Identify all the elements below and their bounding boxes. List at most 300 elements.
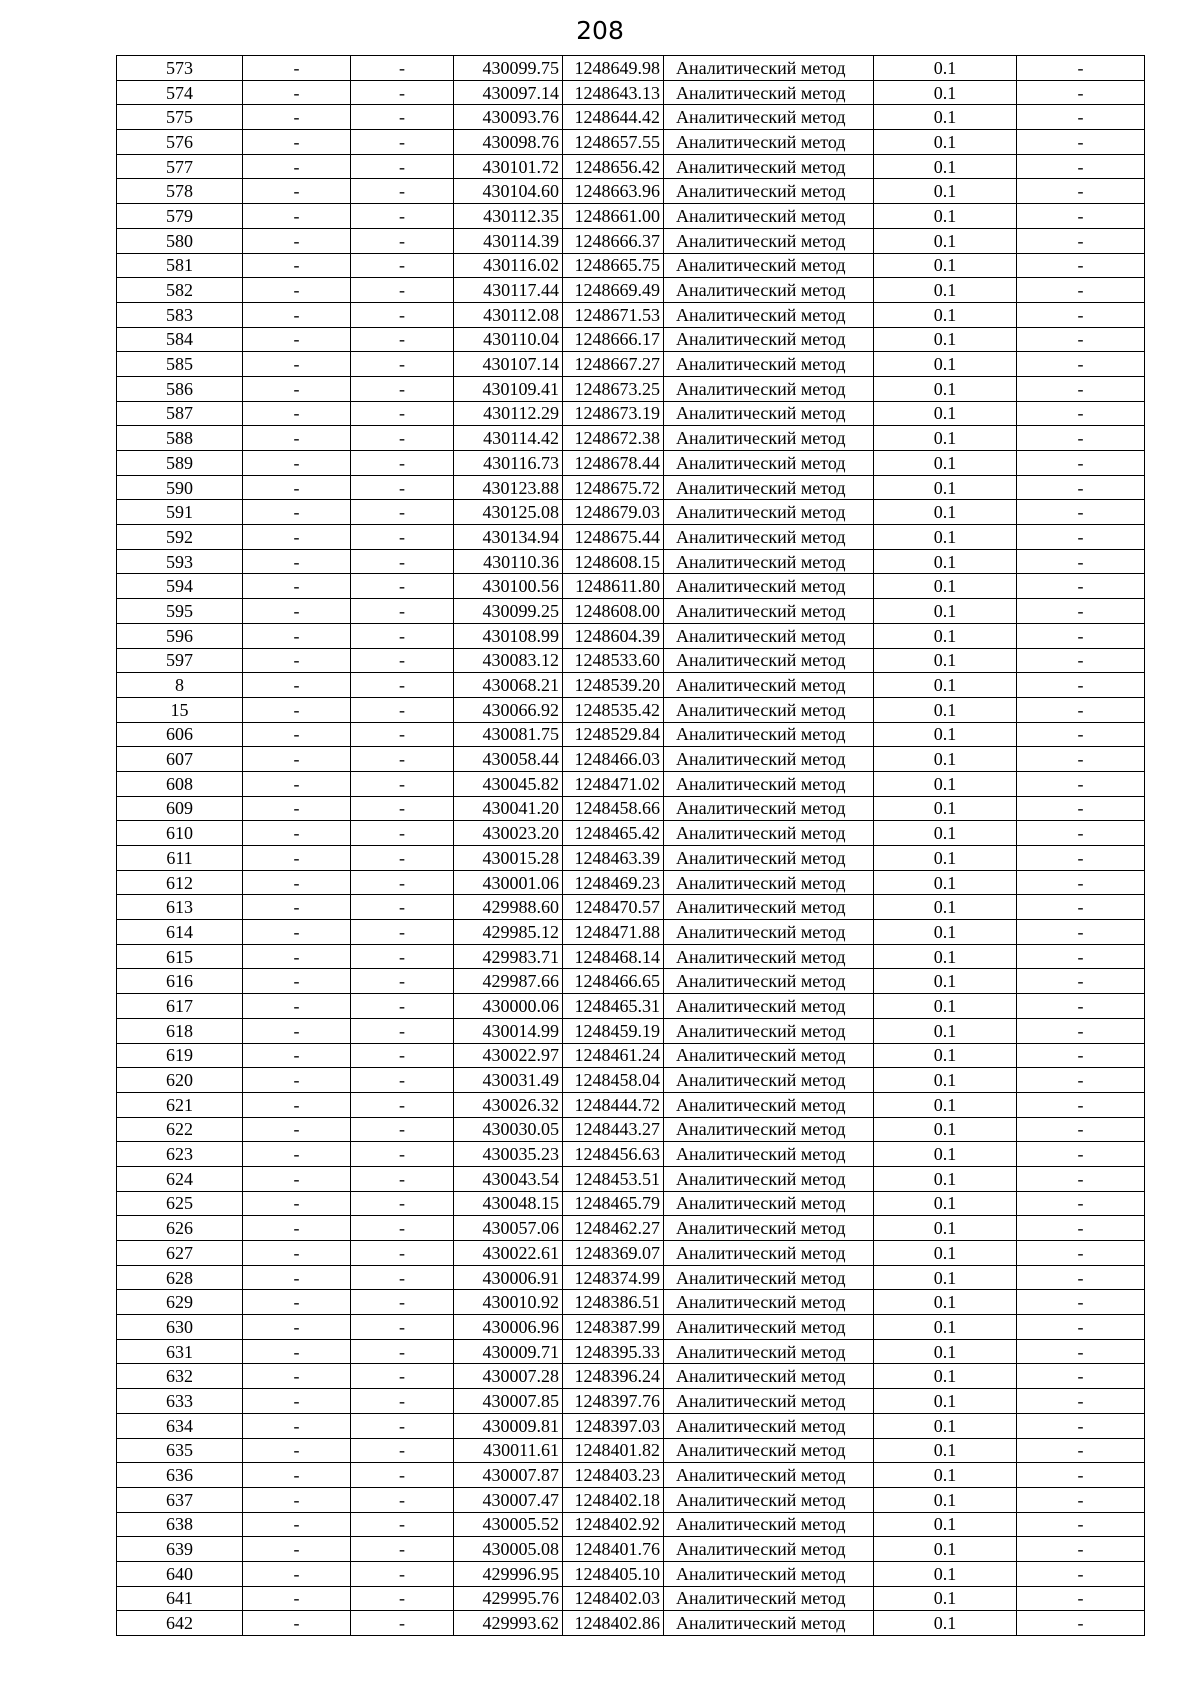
dash-cell: - — [243, 1068, 351, 1093]
dash-cell: - — [351, 1265, 454, 1290]
dash-cell: - — [243, 771, 351, 796]
dash-cell: - — [243, 574, 351, 599]
accuracy-cell: 0.1 — [874, 1043, 1017, 1068]
dash-cell: - — [243, 228, 351, 253]
method-cell: Аналитический метод — [664, 1092, 874, 1117]
y-coordinate-cell: 1248656.42 — [563, 154, 664, 179]
point-number-cell: 619 — [117, 1043, 243, 1068]
dash-cell: - — [351, 1586, 454, 1611]
point-number-cell: 608 — [117, 771, 243, 796]
point-number-cell: 597 — [117, 648, 243, 673]
dash-cell: - — [1017, 994, 1145, 1019]
table-row — [117, 599, 1145, 624]
y-coordinate-cell: 1248396.24 — [563, 1364, 664, 1389]
table-row — [117, 302, 1145, 327]
table-row — [117, 1339, 1145, 1364]
table-row — [117, 179, 1145, 204]
x-coordinate-cell: 430116.02 — [454, 253, 563, 278]
accuracy-cell: 0.1 — [874, 1117, 1017, 1142]
y-coordinate-cell: 1248604.39 — [563, 623, 664, 648]
method-cell: Аналитический метод — [664, 1389, 874, 1414]
dash-cell: - — [351, 1364, 454, 1389]
y-coordinate-cell: 1248402.18 — [563, 1487, 664, 1512]
y-coordinate-cell: 1248465.31 — [563, 994, 664, 1019]
dash-cell: - — [351, 846, 454, 871]
x-coordinate-cell: 430007.87 — [454, 1463, 563, 1488]
table-row — [117, 994, 1145, 1019]
dash-cell: - — [1017, 1537, 1145, 1562]
y-coordinate-cell: 1248643.13 — [563, 80, 664, 105]
dash-cell: - — [1017, 105, 1145, 130]
accuracy-cell: 0.1 — [874, 253, 1017, 278]
dash-cell: - — [351, 525, 454, 550]
y-coordinate-cell: 1248666.37 — [563, 228, 664, 253]
method-cell: Аналитический метод — [664, 1611, 874, 1636]
accuracy-cell: 0.1 — [874, 1438, 1017, 1463]
dash-cell: - — [243, 401, 351, 426]
x-coordinate-cell: 430099.75 — [454, 56, 563, 81]
x-coordinate-cell: 430125.08 — [454, 500, 563, 525]
dash-cell: - — [351, 771, 454, 796]
accuracy-cell: 0.1 — [874, 1537, 1017, 1562]
accuracy-cell: 0.1 — [874, 1512, 1017, 1537]
dash-cell: - — [1017, 56, 1145, 81]
method-cell: Аналитический метод — [664, 56, 874, 81]
method-cell: Аналитический метод — [664, 179, 874, 204]
point-number-cell: 636 — [117, 1463, 243, 1488]
dash-cell: - — [351, 1043, 454, 1068]
table-row — [117, 1092, 1145, 1117]
x-coordinate-cell: 430000.06 — [454, 994, 563, 1019]
accuracy-cell: 0.1 — [874, 1487, 1017, 1512]
dash-cell: - — [1017, 1364, 1145, 1389]
point-number-cell: 639 — [117, 1537, 243, 1562]
y-coordinate-cell: 1248666.17 — [563, 327, 664, 352]
x-coordinate-cell: 430005.52 — [454, 1512, 563, 1537]
accuracy-cell: 0.1 — [874, 846, 1017, 871]
table-row — [117, 451, 1145, 476]
dash-cell: - — [1017, 846, 1145, 871]
point-number-cell: 593 — [117, 549, 243, 574]
table-row — [117, 228, 1145, 253]
x-coordinate-cell: 430006.91 — [454, 1265, 563, 1290]
dash-cell: - — [351, 451, 454, 476]
dash-cell: - — [1017, 475, 1145, 500]
y-coordinate-cell: 1248459.19 — [563, 1018, 664, 1043]
y-coordinate-cell: 1248649.98 — [563, 56, 664, 81]
dash-cell: - — [1017, 574, 1145, 599]
table-row — [117, 722, 1145, 747]
y-coordinate-cell: 1248468.14 — [563, 944, 664, 969]
dash-cell: - — [1017, 154, 1145, 179]
dash-cell: - — [351, 327, 454, 352]
table-row — [117, 1068, 1145, 1093]
method-cell: Аналитический метод — [664, 1463, 874, 1488]
y-coordinate-cell: 1248675.72 — [563, 475, 664, 500]
x-coordinate-cell: 429988.60 — [454, 895, 563, 920]
dash-cell: - — [351, 426, 454, 451]
x-coordinate-cell: 430114.39 — [454, 228, 563, 253]
table-row — [117, 747, 1145, 772]
point-number-cell: 630 — [117, 1315, 243, 1340]
dash-cell: - — [351, 574, 454, 599]
y-coordinate-cell: 1248671.53 — [563, 302, 664, 327]
method-cell: Аналитический метод — [664, 994, 874, 1019]
table-row — [117, 1018, 1145, 1043]
x-coordinate-cell: 429985.12 — [454, 920, 563, 945]
dash-cell: - — [351, 1117, 454, 1142]
dash-cell: - — [1017, 1265, 1145, 1290]
point-number-cell: 606 — [117, 722, 243, 747]
dash-cell: - — [243, 278, 351, 303]
accuracy-cell: 0.1 — [874, 1586, 1017, 1611]
table-row — [117, 130, 1145, 155]
dash-cell: - — [1017, 1611, 1145, 1636]
dash-cell: - — [243, 1315, 351, 1340]
y-coordinate-cell: 1248458.66 — [563, 796, 664, 821]
dash-cell: - — [243, 1092, 351, 1117]
accuracy-cell: 0.1 — [874, 1092, 1017, 1117]
accuracy-cell: 0.1 — [874, 204, 1017, 229]
dash-cell: - — [243, 1512, 351, 1537]
method-cell: Аналитический метод — [664, 1241, 874, 1266]
dash-cell: - — [243, 599, 351, 624]
dash-cell: - — [1017, 599, 1145, 624]
dash-cell: - — [1017, 1487, 1145, 1512]
dash-cell: - — [1017, 80, 1145, 105]
point-number-cell: 616 — [117, 969, 243, 994]
accuracy-cell: 0.1 — [874, 475, 1017, 500]
method-cell: Аналитический метод — [664, 1561, 874, 1586]
dash-cell: - — [243, 1265, 351, 1290]
y-coordinate-cell: 1248374.99 — [563, 1265, 664, 1290]
point-number-cell: 623 — [117, 1142, 243, 1167]
dash-cell: - — [351, 648, 454, 673]
table-row — [117, 944, 1145, 969]
y-coordinate-cell: 1248608.00 — [563, 599, 664, 624]
dash-cell: - — [1017, 1043, 1145, 1068]
table-row — [117, 1142, 1145, 1167]
point-number-cell: 631 — [117, 1339, 243, 1364]
y-coordinate-cell: 1248403.23 — [563, 1463, 664, 1488]
table-row — [117, 574, 1145, 599]
method-cell: Аналитический метод — [664, 1537, 874, 1562]
point-number-cell: 637 — [117, 1487, 243, 1512]
dash-cell: - — [243, 623, 351, 648]
point-number-cell: 607 — [117, 747, 243, 772]
accuracy-cell: 0.1 — [874, 228, 1017, 253]
dash-cell: - — [243, 1117, 351, 1142]
dash-cell: - — [243, 1487, 351, 1512]
x-coordinate-cell: 430026.32 — [454, 1092, 563, 1117]
accuracy-cell: 0.1 — [874, 722, 1017, 747]
accuracy-cell: 0.1 — [874, 352, 1017, 377]
dash-cell: - — [351, 352, 454, 377]
dash-cell: - — [243, 451, 351, 476]
point-number-cell: 632 — [117, 1364, 243, 1389]
dash-cell: - — [1017, 1512, 1145, 1537]
y-coordinate-cell: 1248458.04 — [563, 1068, 664, 1093]
y-coordinate-cell: 1248465.42 — [563, 821, 664, 846]
dash-cell: - — [243, 1290, 351, 1315]
x-coordinate-cell: 430083.12 — [454, 648, 563, 673]
table-row — [117, 1290, 1145, 1315]
dash-cell: - — [351, 130, 454, 155]
method-cell: Аналитический метод — [664, 228, 874, 253]
method-cell: Аналитический метод — [664, 105, 874, 130]
x-coordinate-cell: 430007.28 — [454, 1364, 563, 1389]
dash-cell: - — [351, 722, 454, 747]
method-cell: Аналитический метод — [664, 525, 874, 550]
dash-cell: - — [243, 1166, 351, 1191]
dash-cell: - — [243, 1018, 351, 1043]
page-number: 208 — [576, 16, 624, 45]
method-cell: Аналитический метод — [664, 327, 874, 352]
dash-cell: - — [243, 1216, 351, 1241]
dash-cell: - — [1017, 1315, 1145, 1340]
accuracy-cell: 0.1 — [874, 1364, 1017, 1389]
accuracy-cell: 0.1 — [874, 426, 1017, 451]
accuracy-cell: 0.1 — [874, 920, 1017, 945]
dash-cell: - — [243, 1339, 351, 1364]
x-coordinate-cell: 430099.25 — [454, 599, 563, 624]
point-number-cell: 617 — [117, 994, 243, 1019]
point-number-cell: 609 — [117, 796, 243, 821]
point-number-cell: 587 — [117, 401, 243, 426]
table-row — [117, 796, 1145, 821]
dash-cell: - — [351, 1290, 454, 1315]
table-row — [117, 870, 1145, 895]
x-coordinate-cell: 430116.73 — [454, 451, 563, 476]
dash-cell: - — [243, 969, 351, 994]
table-row — [117, 821, 1145, 846]
dash-cell: - — [351, 796, 454, 821]
dash-cell: - — [243, 1142, 351, 1167]
dash-cell: - — [243, 154, 351, 179]
point-number-cell: 614 — [117, 920, 243, 945]
y-coordinate-cell: 1248533.60 — [563, 648, 664, 673]
point-number-cell: 641 — [117, 1586, 243, 1611]
point-number-cell: 625 — [117, 1191, 243, 1216]
x-coordinate-cell: 429996.95 — [454, 1561, 563, 1586]
x-coordinate-cell: 430057.06 — [454, 1216, 563, 1241]
y-coordinate-cell: 1248443.27 — [563, 1117, 664, 1142]
accuracy-cell: 0.1 — [874, 1290, 1017, 1315]
table-row — [117, 56, 1145, 81]
dash-cell: - — [1017, 525, 1145, 550]
method-cell: Аналитический метод — [664, 1166, 874, 1191]
method-cell: Аналитический метод — [664, 1265, 874, 1290]
y-coordinate-cell: 1248529.84 — [563, 722, 664, 747]
accuracy-cell: 0.1 — [874, 771, 1017, 796]
x-coordinate-cell: 430097.14 — [454, 80, 563, 105]
y-coordinate-cell: 1248663.96 — [563, 179, 664, 204]
point-number-cell: 586 — [117, 376, 243, 401]
table-row — [117, 1438, 1145, 1463]
point-number-cell: 628 — [117, 1265, 243, 1290]
dash-cell: - — [1017, 944, 1145, 969]
dash-cell: - — [1017, 1018, 1145, 1043]
table-row — [117, 846, 1145, 871]
y-coordinate-cell: 1248401.82 — [563, 1438, 664, 1463]
dash-cell: - — [351, 673, 454, 698]
table-row — [117, 1191, 1145, 1216]
method-cell: Аналитический метод — [664, 1117, 874, 1142]
y-coordinate-cell: 1248675.44 — [563, 525, 664, 550]
table-row — [117, 1117, 1145, 1142]
accuracy-cell: 0.1 — [874, 1166, 1017, 1191]
dash-cell: - — [1017, 747, 1145, 772]
point-number-cell: 584 — [117, 327, 243, 352]
dash-cell: - — [351, 80, 454, 105]
accuracy-cell: 0.1 — [874, 1413, 1017, 1438]
dash-cell: - — [351, 1438, 454, 1463]
x-coordinate-cell: 430114.42 — [454, 426, 563, 451]
dash-cell: - — [1017, 895, 1145, 920]
accuracy-cell: 0.1 — [874, 80, 1017, 105]
method-cell: Аналитический метод — [664, 771, 874, 796]
dash-cell: - — [1017, 352, 1145, 377]
dash-cell: - — [351, 1241, 454, 1266]
table-row — [117, 1561, 1145, 1586]
dash-cell: - — [1017, 796, 1145, 821]
accuracy-cell: 0.1 — [874, 697, 1017, 722]
accuracy-cell: 0.1 — [874, 451, 1017, 476]
x-coordinate-cell: 430035.23 — [454, 1142, 563, 1167]
dash-cell: - — [243, 1561, 351, 1586]
x-coordinate-cell: 430117.44 — [454, 278, 563, 303]
point-number-cell: 629 — [117, 1290, 243, 1315]
dash-cell: - — [1017, 500, 1145, 525]
method-cell: Аналитический метод — [664, 870, 874, 895]
accuracy-cell: 0.1 — [874, 870, 1017, 895]
point-number-cell: 624 — [117, 1166, 243, 1191]
dash-cell: - — [351, 895, 454, 920]
y-coordinate-cell: 1248465.79 — [563, 1191, 664, 1216]
table-row — [117, 105, 1145, 130]
accuracy-cell: 0.1 — [874, 278, 1017, 303]
y-coordinate-cell: 1248471.02 — [563, 771, 664, 796]
dash-cell: - — [1017, 920, 1145, 945]
x-coordinate-cell: 430006.96 — [454, 1315, 563, 1340]
dash-cell: - — [351, 1315, 454, 1340]
dash-cell: - — [1017, 1142, 1145, 1167]
point-number-cell: 612 — [117, 870, 243, 895]
x-coordinate-cell: 429987.66 — [454, 969, 563, 994]
table-row — [117, 80, 1145, 105]
table-row — [117, 969, 1145, 994]
dash-cell: - — [243, 352, 351, 377]
accuracy-cell: 0.1 — [874, 574, 1017, 599]
y-coordinate-cell: 1248397.76 — [563, 1389, 664, 1414]
point-number-cell: 638 — [117, 1512, 243, 1537]
method-cell: Аналитический метод — [664, 599, 874, 624]
dash-cell: - — [243, 1537, 351, 1562]
method-cell: Аналитический метод — [664, 253, 874, 278]
table-row — [117, 253, 1145, 278]
method-cell: Аналитический метод — [664, 623, 874, 648]
y-coordinate-cell: 1248471.88 — [563, 920, 664, 945]
method-cell: Аналитический метод — [664, 278, 874, 303]
dash-cell: - — [351, 1216, 454, 1241]
accuracy-cell: 0.1 — [874, 994, 1017, 1019]
method-cell: Аналитический метод — [664, 821, 874, 846]
dash-cell: - — [351, 697, 454, 722]
dash-cell: - — [243, 376, 351, 401]
method-cell: Аналитический метод — [664, 574, 874, 599]
x-coordinate-cell: 430066.92 — [454, 697, 563, 722]
point-number-cell: 581 — [117, 253, 243, 278]
dash-cell: - — [243, 1438, 351, 1463]
dash-cell: - — [243, 796, 351, 821]
dash-cell: - — [1017, 1241, 1145, 1266]
dash-cell: - — [351, 204, 454, 229]
dash-cell: - — [351, 1611, 454, 1636]
x-coordinate-cell: 430009.71 — [454, 1339, 563, 1364]
point-number-cell: 576 — [117, 130, 243, 155]
dash-cell: - — [351, 154, 454, 179]
dash-cell: - — [1017, 1339, 1145, 1364]
dash-cell: - — [351, 1068, 454, 1093]
y-coordinate-cell: 1248469.23 — [563, 870, 664, 895]
table-row — [117, 1487, 1145, 1512]
point-number-cell: 621 — [117, 1092, 243, 1117]
table-row — [117, 1364, 1145, 1389]
point-number-cell: 626 — [117, 1216, 243, 1241]
accuracy-cell: 0.1 — [874, 1216, 1017, 1241]
point-number-cell: 590 — [117, 475, 243, 500]
x-coordinate-cell: 430112.29 — [454, 401, 563, 426]
x-coordinate-cell: 430098.76 — [454, 130, 563, 155]
dash-cell: - — [351, 549, 454, 574]
y-coordinate-cell: 1248402.86 — [563, 1611, 664, 1636]
table-row — [117, 623, 1145, 648]
y-coordinate-cell: 1248402.03 — [563, 1586, 664, 1611]
x-coordinate-cell: 430068.21 — [454, 673, 563, 698]
dash-cell: - — [1017, 549, 1145, 574]
point-number-cell: 634 — [117, 1413, 243, 1438]
dash-cell: - — [243, 673, 351, 698]
dash-cell: - — [1017, 1092, 1145, 1117]
accuracy-cell: 0.1 — [874, 821, 1017, 846]
accuracy-cell: 0.1 — [874, 895, 1017, 920]
point-number-cell: 582 — [117, 278, 243, 303]
dash-cell: - — [351, 969, 454, 994]
table-row — [117, 1241, 1145, 1266]
point-number-cell: 594 — [117, 574, 243, 599]
method-cell: Аналитический метод — [664, 1191, 874, 1216]
dash-cell: - — [351, 1512, 454, 1537]
y-coordinate-cell: 1248462.27 — [563, 1216, 664, 1241]
method-cell: Аналитический метод — [664, 451, 874, 476]
method-cell: Аналитический метод — [664, 747, 874, 772]
y-coordinate-cell: 1248461.24 — [563, 1043, 664, 1068]
x-coordinate-cell: 430014.99 — [454, 1018, 563, 1043]
method-cell: Аналитический метод — [664, 204, 874, 229]
point-number-cell: 8 — [117, 673, 243, 698]
table-row — [117, 1166, 1145, 1191]
dash-cell: - — [1017, 204, 1145, 229]
y-coordinate-cell: 1248673.25 — [563, 376, 664, 401]
x-coordinate-cell: 430081.75 — [454, 722, 563, 747]
point-number-cell: 574 — [117, 80, 243, 105]
x-coordinate-cell: 430110.04 — [454, 327, 563, 352]
dash-cell: - — [351, 747, 454, 772]
dash-cell: - — [351, 1413, 454, 1438]
accuracy-cell: 0.1 — [874, 327, 1017, 352]
x-coordinate-cell: 430030.05 — [454, 1117, 563, 1142]
y-coordinate-cell: 1248456.63 — [563, 1142, 664, 1167]
